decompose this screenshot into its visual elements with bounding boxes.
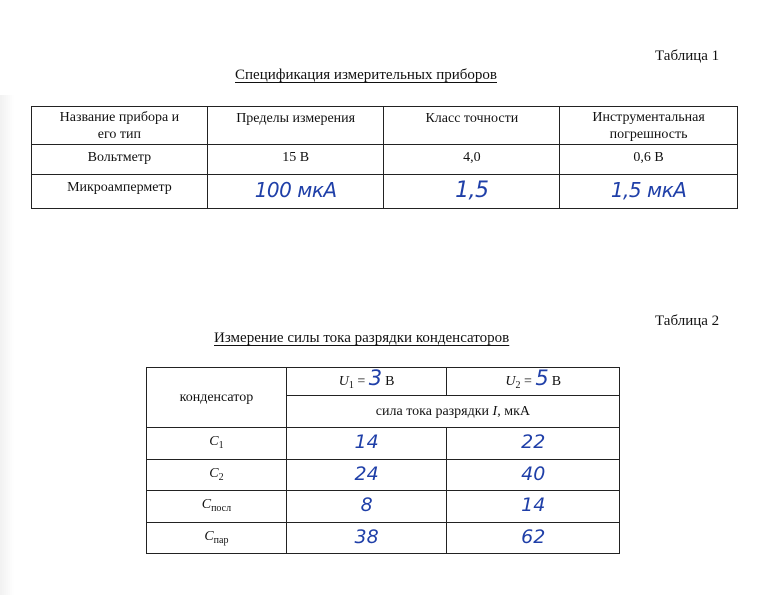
header-device-name: Название прибора и его тип [32, 107, 208, 145]
table1-label: Таблица 1 [655, 48, 720, 64]
cell-current-u1: 8 [286, 491, 447, 523]
header-u2: $U_2 = 5$ В [447, 368, 620, 396]
cell-range: 15 В [207, 145, 384, 175]
handwritten-class: 1,5 [455, 177, 489, 203]
cell-current-u1: 24 [286, 460, 447, 491]
cell-capacitor: $C_{пар}$ [147, 523, 287, 554]
cell-error: 0,6 В [560, 145, 738, 175]
header-current: сила тока разрядки I, мкА [286, 396, 619, 428]
header-error: Инструментальная погрешность [560, 107, 738, 145]
spec-table [31, 106, 738, 209]
cell-current-u1: 38 [286, 523, 447, 554]
table2-title: Измерение силы тока разрядки конденсаторов [214, 330, 510, 346]
header-capacitor: конденсатор [147, 368, 287, 428]
table1-title: Спецификация измерительных приборов [235, 67, 497, 83]
cell-device-name: Микроамперметр [32, 175, 208, 209]
table2-label: Таблица 2 [655, 313, 720, 329]
cell-device-name: Вольтметр [32, 145, 208, 175]
cell-capacitor: $C_2$ [147, 460, 287, 491]
scan-edge-shadow [0, 95, 14, 595]
cell-capacitor: $C_{посл}$ [147, 491, 287, 523]
handwritten-u1-value: 3 [368, 365, 382, 390]
cell-current-u2: 22 [447, 428, 620, 460]
handwritten-u2-value: 5 [535, 365, 549, 390]
header-class: Класс точности [384, 107, 560, 145]
header-u1: $U_1 = 3$ В [286, 368, 447, 396]
spec-row-voltmeter [32, 145, 738, 175]
cell-current-u2: 14 [447, 491, 620, 523]
cell-current-u1: 14 [286, 428, 447, 460]
cell-class: 4,0 [384, 145, 560, 175]
cell-current-u2: 62 [447, 523, 620, 554]
cell-capacitor: $C_1$ [147, 428, 287, 460]
header-range: Пределы измерения [207, 107, 384, 145]
row-c-series [147, 491, 620, 523]
handwritten-range: 100 мкА [254, 177, 337, 202]
cell-class [384, 175, 560, 209]
voltage-header-row [147, 368, 620, 396]
spec-header-row [32, 107, 738, 145]
cell-range [207, 175, 384, 209]
cell-current-u2: 40 [447, 460, 620, 491]
cell-error [560, 175, 738, 209]
row-c2 [147, 460, 620, 491]
row-c-parallel [147, 523, 620, 554]
handwritten-error: 1,5 мкА [610, 177, 687, 202]
row-c1 [147, 428, 620, 460]
current-table [146, 367, 620, 554]
spec-row-microammeter [32, 175, 738, 209]
